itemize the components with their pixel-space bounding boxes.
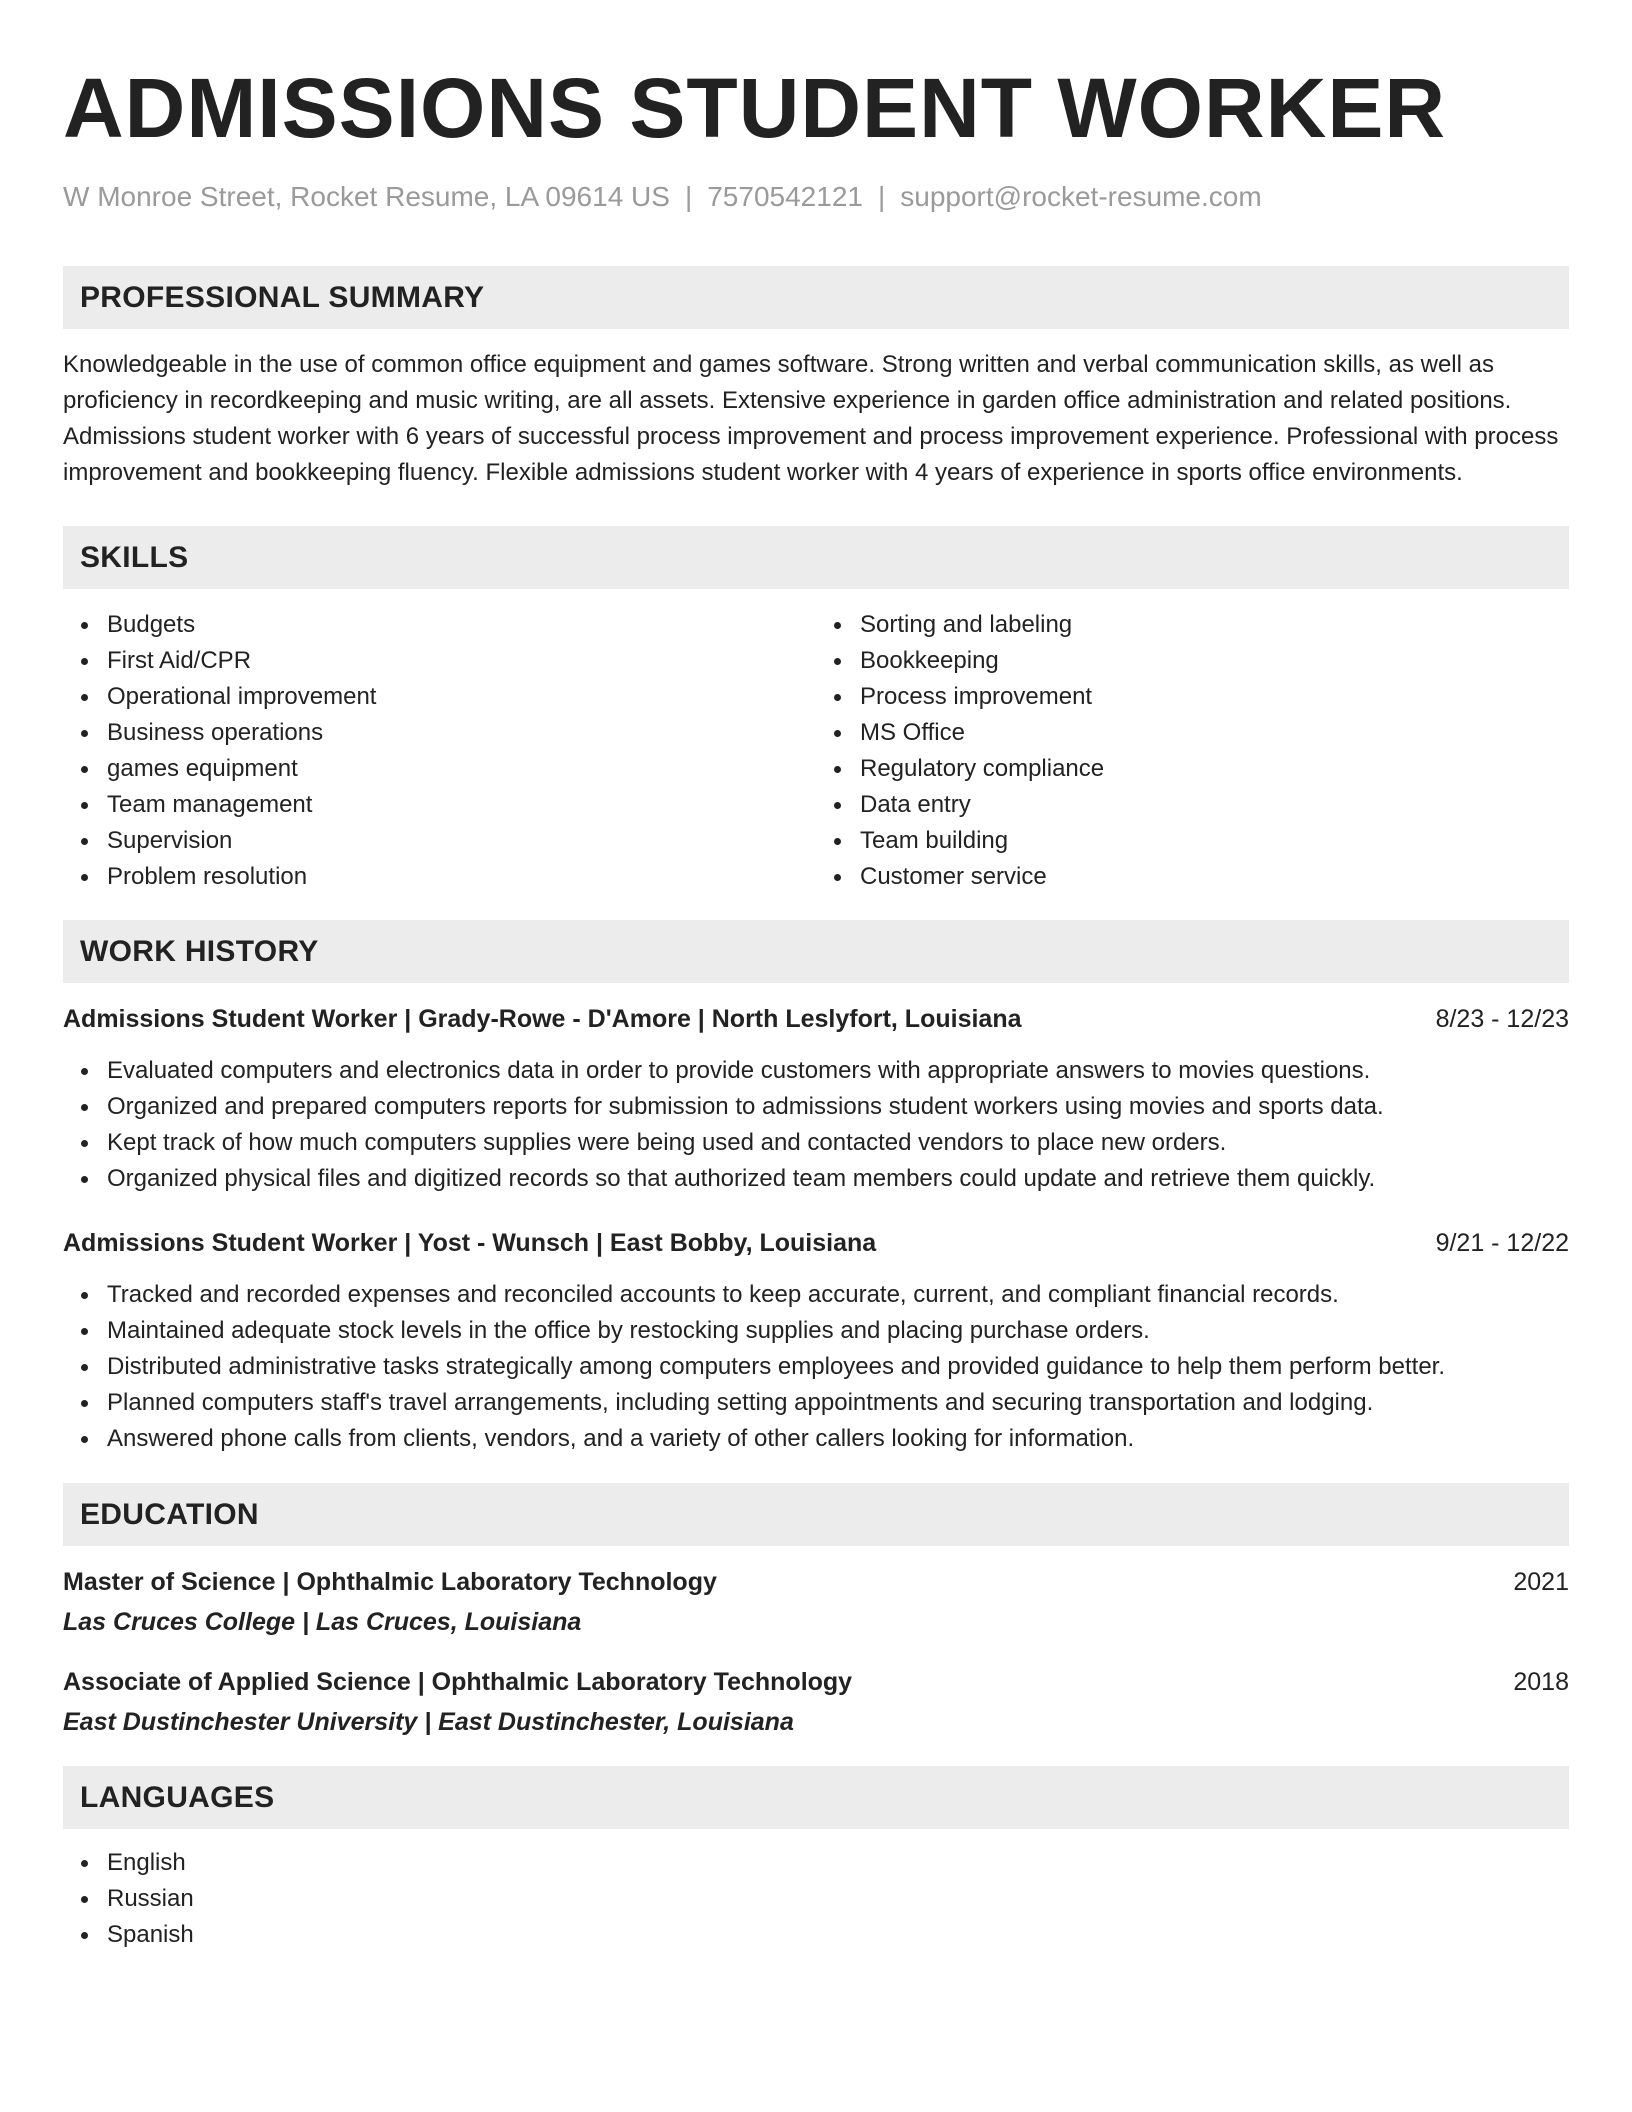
job-dates: 8/23 - 12/23 bbox=[1435, 1005, 1569, 1033]
job-entry bbox=[63, 1001, 1569, 1197]
education-entry bbox=[63, 1564, 1569, 1640]
skill-item: Process improvement bbox=[860, 679, 1569, 715]
section-header-languages: LANGUAGES bbox=[63, 1766, 1569, 1829]
skills-grid bbox=[63, 607, 1569, 895]
language-item: Russian bbox=[107, 1881, 1569, 1917]
job-entry bbox=[63, 1225, 1569, 1457]
education-heading-row bbox=[63, 1664, 1569, 1700]
education-heading-row bbox=[63, 1564, 1569, 1600]
section-header-summary: PROFESSIONAL SUMMARY bbox=[63, 266, 1569, 329]
skill-item: Sorting and labeling bbox=[860, 607, 1569, 643]
job-dates: 9/21 - 12/22 bbox=[1435, 1229, 1569, 1257]
language-item: Spanish bbox=[107, 1917, 1569, 1953]
job-bullets bbox=[63, 1277, 1569, 1457]
languages-list bbox=[63, 1845, 1569, 1953]
contact-address: W Monroe Street, Rocket Resume, LA 09614 US bbox=[63, 181, 670, 212]
education-degree: Master of Science | Ophthalmic Laboratory Technology bbox=[63, 1568, 717, 1596]
skill-item: Team building bbox=[860, 823, 1569, 859]
skill-item: games equipment bbox=[107, 751, 816, 787]
skill-item: Regulatory compliance bbox=[860, 751, 1569, 787]
job-bullet: Evaluated computers and electronics data in order to provide customers with appropriate answers to movies questions. bbox=[107, 1053, 1569, 1089]
skills-column-right bbox=[816, 607, 1569, 895]
job-bullet: Organized and prepared computers reports for submission to admissions student workers using movies and sports data. bbox=[107, 1089, 1569, 1125]
skill-item: Budgets bbox=[107, 607, 816, 643]
contact-separator: | bbox=[877, 181, 886, 212]
skill-item: Customer service bbox=[860, 859, 1569, 895]
job-bullet: Answered phone calls from clients, vendors, and a variety of other callers looking for information. bbox=[107, 1421, 1569, 1457]
education-year: 2018 bbox=[1513, 1668, 1569, 1696]
education-degree: Associate of Applied Science | Ophthalmic Laboratory Technology bbox=[63, 1668, 853, 1696]
contact-phone: 7570542121 bbox=[707, 181, 863, 212]
job-bullet: Tracked and recorded expenses and reconciled accounts to keep accurate, current, and compliant financial records. bbox=[107, 1277, 1569, 1313]
skill-item: Team management bbox=[107, 787, 816, 823]
job-title: Admissions Student Worker | Grady-Rowe - D'Amore | North Leslyfort, Louisiana bbox=[63, 1005, 1022, 1033]
job-heading-row bbox=[63, 1001, 1569, 1037]
education-entry bbox=[63, 1664, 1569, 1740]
job-bullet: Kept track of how much computers supplies were being used and contacted vendors to place new orders. bbox=[107, 1125, 1569, 1161]
section-header-work-history: WORK HISTORY bbox=[63, 920, 1569, 983]
education-school: Las Cruces College | Las Cruces, Louisiana bbox=[63, 1608, 582, 1636]
skill-item: Operational improvement bbox=[107, 679, 816, 715]
job-title: Admissions Student Worker | Yost - Wunsch | East Bobby, Louisiana bbox=[63, 1229, 877, 1257]
summary-text: Knowledgeable in the use of common office equipment and games software. Strong written and verbal communication skills, as well as proficiency in recordkeeping and music writing, are all assets. Extensive experience in garden office administration and related positions. Admissions student worker with 6 years of successful process improvement and process improvement experience. Professional with process improvement and bookkeeping fluency. Flexible admissions student worker with 4 years of experience in sports office environments. bbox=[63, 351, 1559, 486]
skills-column-left bbox=[63, 607, 816, 895]
skill-item: MS Office bbox=[860, 715, 1569, 751]
contact-email: support@rocket-resume.com bbox=[900, 181, 1262, 212]
contact-separator: | bbox=[684, 181, 693, 212]
job-bullets bbox=[63, 1053, 1569, 1197]
candidate-name: ADMISSIONS STUDENT WORKER bbox=[63, 61, 1447, 155]
job-bullet: Organized physical files and digitized records so that authorized team members could update and retrieve them quickly. bbox=[107, 1161, 1569, 1197]
skill-item: First Aid/CPR bbox=[107, 643, 816, 679]
education-school: East Dustinchester University | East Dustinchester, Louisiana bbox=[63, 1708, 794, 1736]
skill-item: Supervision bbox=[107, 823, 816, 859]
education-year: 2021 bbox=[1513, 1568, 1569, 1596]
language-item: English bbox=[107, 1845, 1569, 1881]
contact-line bbox=[63, 180, 1569, 214]
skill-item: Bookkeeping bbox=[860, 643, 1569, 679]
skill-item: Data entry bbox=[860, 787, 1569, 823]
job-heading-row bbox=[63, 1225, 1569, 1261]
job-bullet: Maintained adequate stock levels in the office by restocking supplies and placing purchase orders. bbox=[107, 1313, 1569, 1349]
skill-item: Business operations bbox=[107, 715, 816, 751]
job-bullet: Planned computers staff's travel arrangements, including setting appointments and securing transportation and lodging. bbox=[107, 1385, 1569, 1421]
job-bullet: Distributed administrative tasks strategically among computers employees and provided guidance to help them perform better. bbox=[107, 1349, 1569, 1385]
section-header-education: EDUCATION bbox=[63, 1483, 1569, 1546]
section-header-skills: SKILLS bbox=[63, 526, 1569, 589]
skill-item: Problem resolution bbox=[107, 859, 816, 895]
